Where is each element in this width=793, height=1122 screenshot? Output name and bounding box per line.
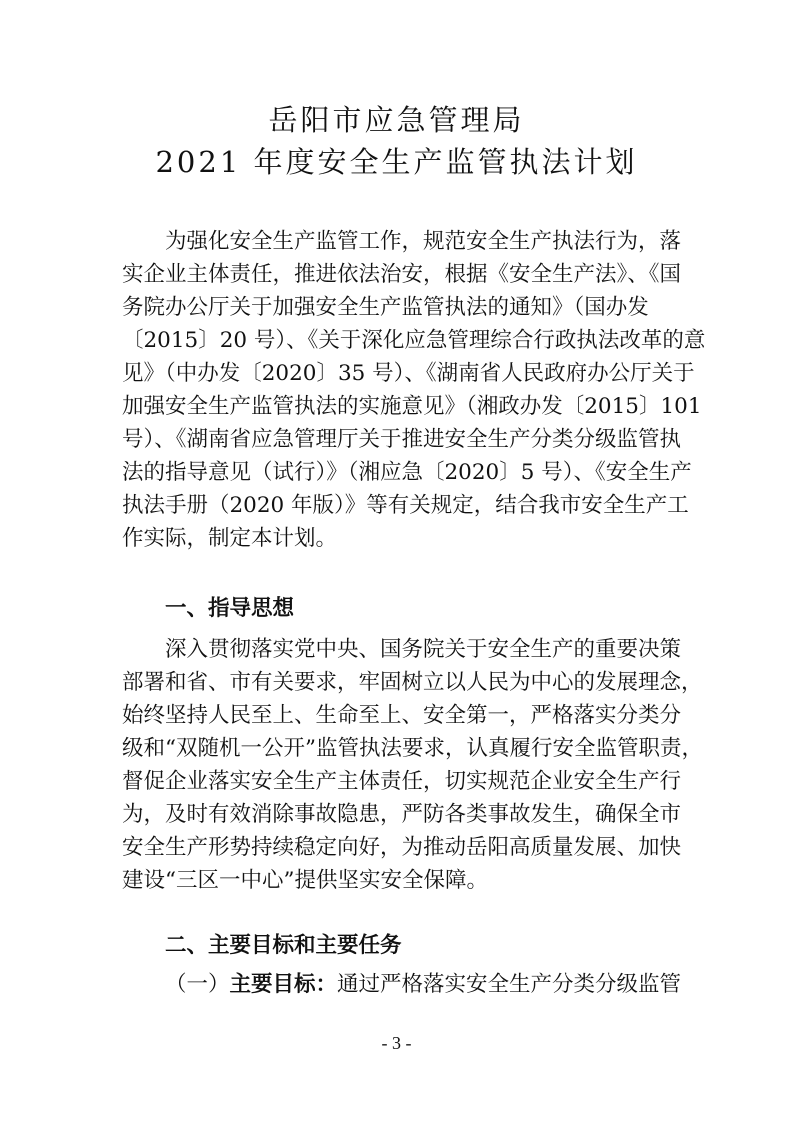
section1-line-2: 部署和省、市有关要求，牢固树立以人民为中心的发展理念， xyxy=(122,670,703,695)
page-number: - 3 - xyxy=(381,1033,412,1053)
section1-heading: 一、指导思想 xyxy=(165,596,295,621)
section2-subsection-1 xyxy=(165,974,681,996)
intro-line-10: 作实际，制定本计划。 xyxy=(122,526,338,551)
intro-line-9: 执法手册（2020 年版）》等有关规定，结合我市安全生产工 xyxy=(122,493,689,518)
subsection-label: 主要目标： xyxy=(229,972,338,997)
section1-line-5: 督促企业落实安全生产主体责任，切实规范企业安全生产行 xyxy=(122,769,682,794)
intro-line-7: 号）、《湖南省应急管理厅关于推进安全生产分类分级监管执 xyxy=(122,427,682,452)
subsection-text: 通过严格落实安全生产分类分级监管 xyxy=(337,972,682,997)
section1-line-7: 安全生产形势持续稳定向好，为推动岳阳高质量发展、加快 xyxy=(122,835,682,860)
intro-line-2: 实企业主体责任，推进依法治安，根据《安全生产法》、《国 xyxy=(122,262,682,287)
subsection-number: （一） xyxy=(165,972,230,997)
intro-line-3: 务院办公厅关于加强安全生产监管执法的通知》（国办发 xyxy=(122,295,649,320)
section1-line-3: 始终坚持人民至上、生命至上、安全第一，严格落实分类分 xyxy=(122,703,682,728)
document-title-line1: 岳阳市应急管理局 xyxy=(268,103,525,137)
intro-line-5: 见》（中办发〔2020〕35 号）、《湖南省人民政府办公厅关于 xyxy=(122,361,695,386)
document-title-line2: 2021 年度安全生产监管执法计划 xyxy=(155,145,638,179)
intro-line-1: 为强化安全生产监管工作，规范安全生产执法行为，落 xyxy=(165,229,682,254)
intro-line-6: 加强安全生产监管执法的实施意见》（湘政办发〔2015〕101 xyxy=(122,394,702,419)
section1-line-6: 为，及时有效消除事故隐患，严防各类事故发生，确保全市 xyxy=(122,802,682,827)
section2-heading: 二、主要目标和主要任务 xyxy=(165,933,402,958)
intro-line-8: 法的指导意见（试行）》（湘应急〔2020〕5 号）、《安全生产 xyxy=(122,460,692,485)
section1-line-1: 深入贯彻落实党中央、国务院关于安全生产的重要决策 xyxy=(165,637,682,662)
intro-line-4: 〔2015〕20 号）、《关于深化应急管理综合行政执法改革的意 xyxy=(122,328,706,353)
section1-line-8: 建设“三区一中心”提供坚实安全保障。 xyxy=(122,868,488,893)
section1-line-4: 级和“双随机一公开”监管执法要求，认真履行安全监管职责， xyxy=(122,736,703,761)
